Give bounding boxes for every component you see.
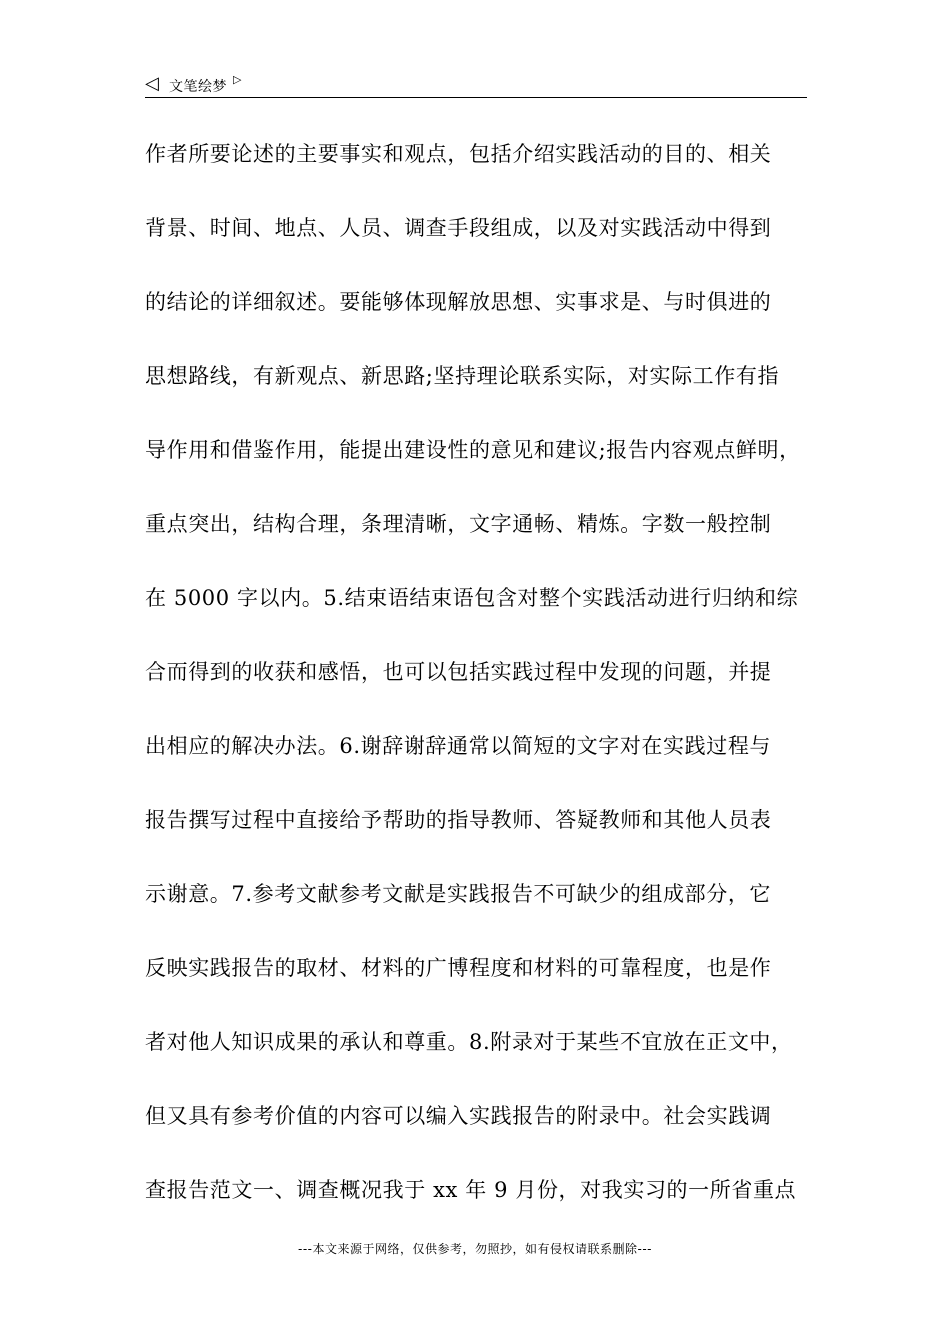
body-line: 合而得到的收获和感悟，也可以包括实践过程中发现的问题，并提 — [145, 660, 772, 684]
body-line: 反映实践报告的取材、材料的广博程度和材料的可靠程度，也是作 — [145, 956, 772, 980]
body-line: 的结论的详细叙述。要能够体现解放思想、实事求是、与时俱进的 — [145, 290, 772, 314]
body-line: 重点突出，结构合理，条理清晰，文字通畅、精炼。字数一般控制 — [145, 512, 772, 536]
body-line: 出相应的解决办法。6.谢辞谢辞通常以简短的文字对在实践过程与 — [145, 734, 772, 758]
document-body — [145, 124, 815, 1234]
body-line: 导作用和借鉴作用，能提出建设性的意见和建议;报告内容观点鲜明， — [145, 438, 801, 462]
body-line: 查报告范文一、调查概况我于 xx 年 9 月份，对我实习的一所省重点 — [145, 1178, 797, 1202]
left-triangle-icon: ◁ — [145, 73, 159, 94]
body-line: 作者所要论述的主要事实和观点，包括介绍实践活动的目的、相关 — [145, 142, 772, 166]
page-footer-disclaimer: ---本文来源于网络，仅供参考，勿照抄，如有侵权请联系删除--- — [298, 1242, 652, 1256]
body-line: 者对他人知识成果的承认和尊重。8.附录对于某些不宜放在正文中， — [145, 1030, 793, 1054]
body-line: 报告撰写过程中直接给予帮助的指导教师、答疑教师和其他人员表 — [145, 808, 772, 832]
body-line: 但又具有参考价值的内容可以编入实践报告的附录中。社会实践调 — [145, 1104, 772, 1128]
body-line: 示谢意。7.参考文献参考文献是实践报告不可缺少的组成部分，它 — [145, 882, 772, 906]
header-divider — [145, 97, 807, 98]
body-line: 背景、时间、地点、人员、调查手段组成，以及对实践活动中得到 — [145, 216, 772, 240]
page-header — [145, 72, 807, 98]
header-title: 文笔绘梦 — [169, 79, 227, 95]
body-line: 在 5000 字以内。5.结束语结束语包含对整个实践活动进行归纳和综 — [145, 586, 799, 610]
body-line: 思想路线，有新观点、新思路;坚持理论联系实际，对实际工作有指 — [145, 364, 780, 388]
right-triangle-icon: ▷ — [233, 73, 242, 86]
